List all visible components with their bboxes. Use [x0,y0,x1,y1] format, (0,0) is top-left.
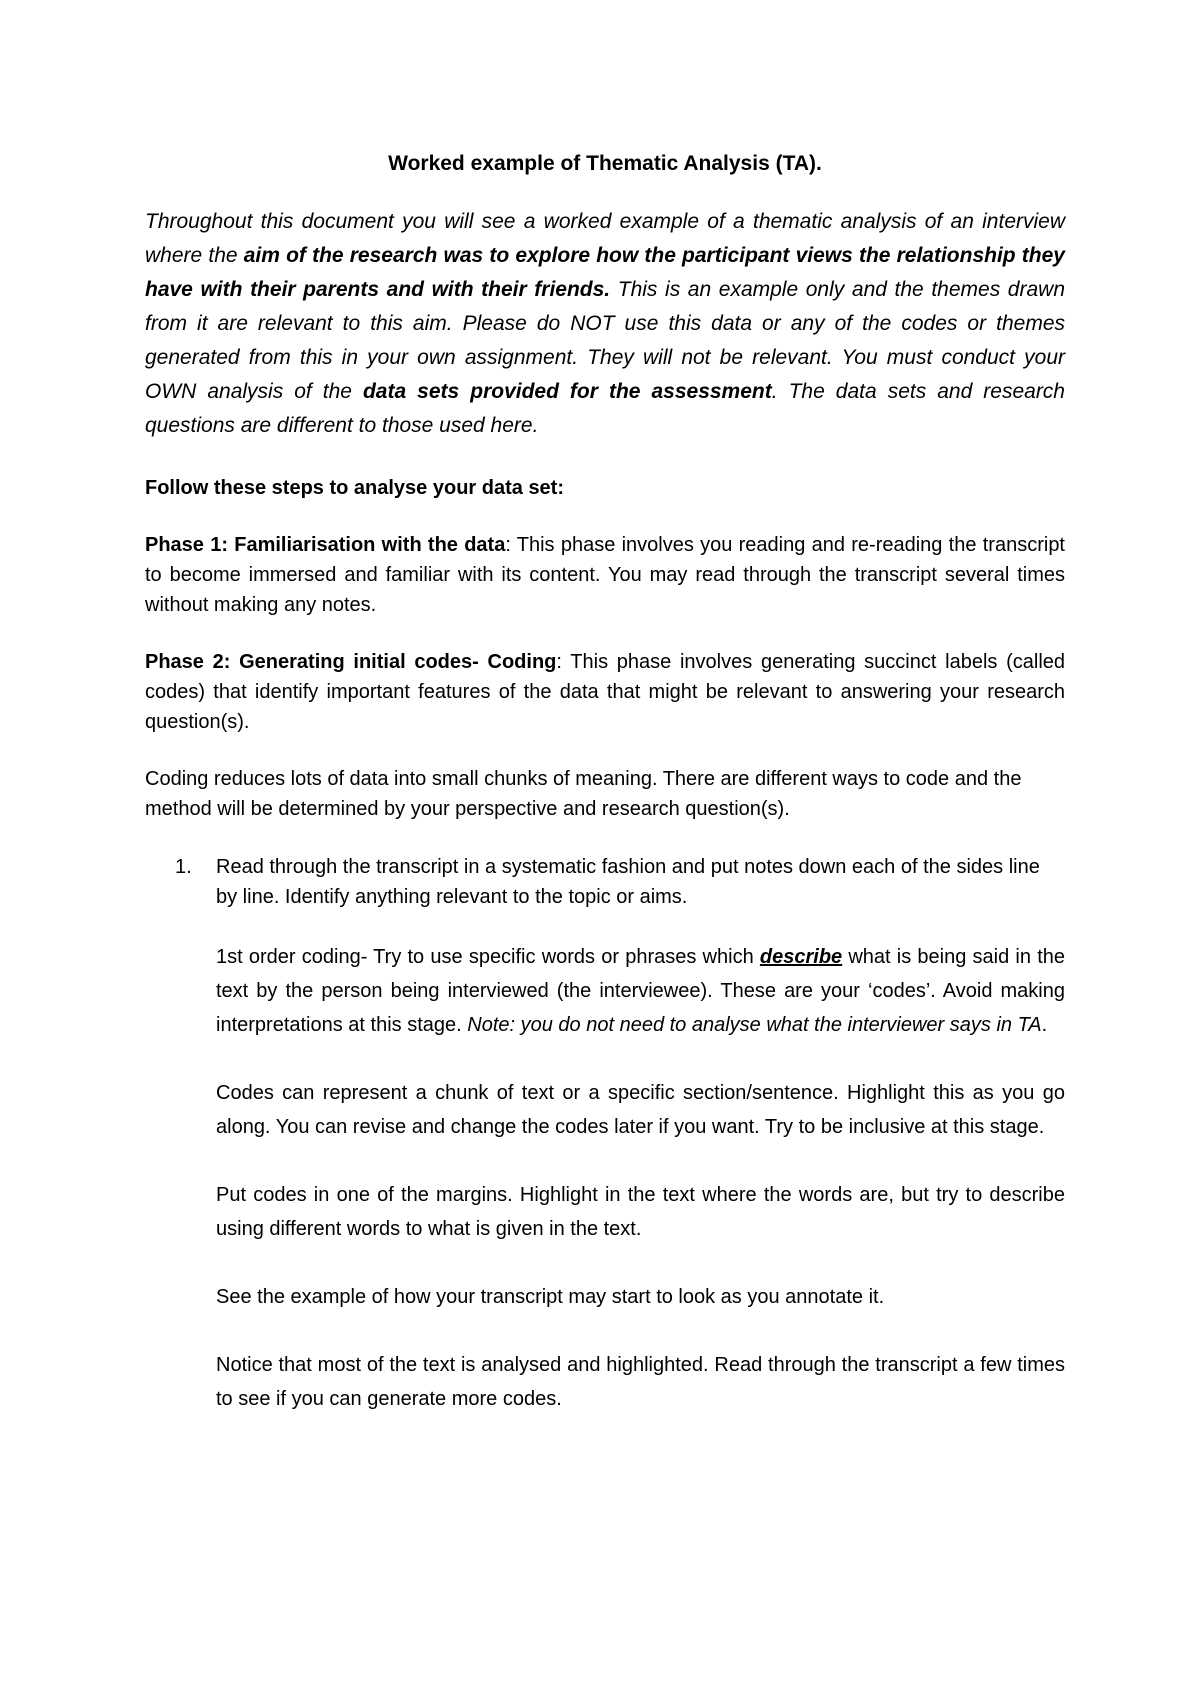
intro-paragraph [145,205,1065,443]
first-order-text-2: what is being said in the text by the person being interviewed (the interviewee). These are your ‘codes’. Avoid making interpretations at this stage. [216,946,1065,1036]
steps-heading: Follow these steps to analyse your data set: [145,477,565,499]
phase-1-text: : This phase involves you reading and re-reading the transcript to become immersed and familiar with its content. You may read through the transcript several times without making any notes. [145,534,1065,616]
describe-emphasis: describe [759,946,843,968]
document-title: Worked example of Thematic Analysis (TA). [388,152,822,175]
intro-text-1: Throughout this document you will see a worked example of a thematic analysis of an interview where the [145,210,1065,267]
coding-intro-paragraph: Coding reduces lots of data into small chunks of meaning. There are different ways to code and the method will be determined by your perspective and research question(s). [145,768,1022,820]
intro-text-3: . The data sets and research questions are different to those used here. [145,380,1065,437]
list-number: 1. [175,856,192,878]
phase-1-label: Phase 1: Familiarisation with the data [145,534,506,556]
codes-paragraph: Codes can represent a chunk of text or a specific section/sentence. Highlight this as you go along. You can revise and change the codes later if you want. Try to be inclusive at this stage. [216,1082,1065,1138]
intro-data-sets: data sets provided for the assessment [362,380,772,403]
phase-2-paragraph [145,647,1065,737]
interviewer-note: Note: you do not need to analyse what the interviewer says in TA [467,1014,1042,1036]
intro-research-aim: aim of the research was to explore how the participant views the relationship they have with their parents and with their friends. [145,244,1065,301]
first-order-coding-paragraph [216,940,1065,1042]
margins-paragraph: Put codes in one of the margins. Highlight in the text where the words are, but try to describe using different words to what is given in the text. [216,1184,1065,1240]
phase-2-text: : This phase involves generating succinct labels (called codes) that identify important features of the data that might be relevant to answering your research question(s). [145,651,1066,733]
list-item-body [216,852,1065,1410]
first-order-text-3: . [1041,1014,1048,1036]
phase-2-label: Phase 2: Generating initial codes- Coding [145,651,557,673]
example-paragraph: See the example of how your transcript may start to look as you annotate it. [216,1286,885,1308]
intro-text-2: This is an example only and the themes drawn from it are relevant to this aim. Please do NOT use this data or any of the codes or themes generated from this in your own assignment. They will not be relevant. You must conduct your OWN analysis of the [145,278,1065,403]
first-order-text-1: 1st order coding- Try to use specific words or phrases which [216,946,760,968]
list-item-text: Read through the transcript in a systematic fashion and put notes down each of the sides line by line. Identify anything relevant to the topic or aims. [216,856,1040,908]
phase-1-paragraph [145,530,1065,620]
notice-paragraph: Notice that most of the text is analysed and highlighted. Read through the transcript a few times to see if you can generate more codes. [216,1354,1065,1410]
